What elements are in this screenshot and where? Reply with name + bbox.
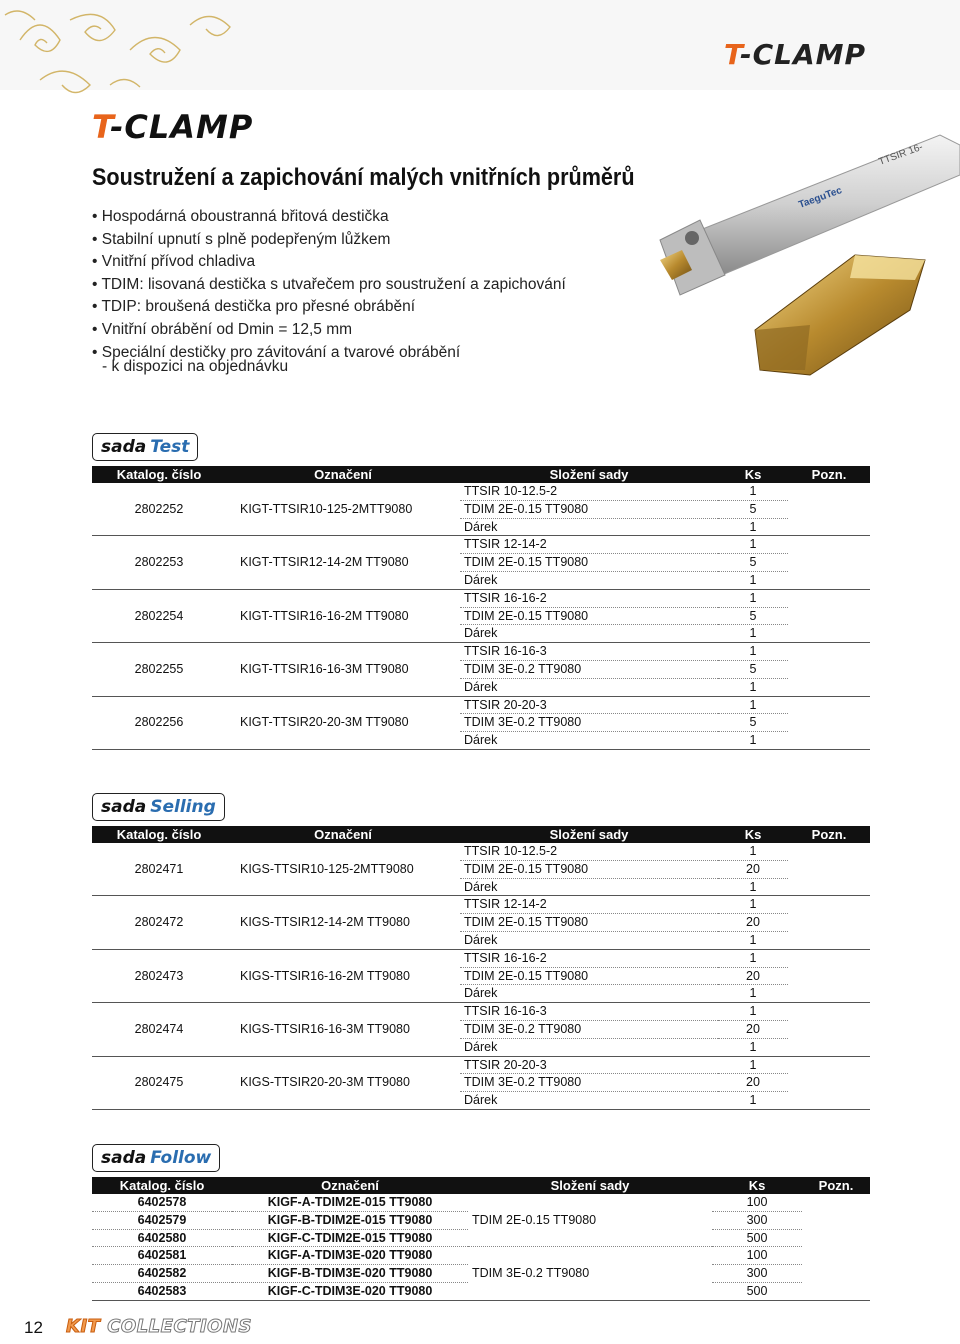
- quantity: 100: [712, 1247, 802, 1265]
- header-composition: Složení sady: [460, 826, 718, 843]
- catalog-number: 2802255: [92, 643, 226, 696]
- header-code: Katalog. číslo: [92, 1177, 232, 1194]
- quantity: 1: [718, 878, 788, 896]
- composition-item: TDIM 2E-0.15 TT9080: [460, 554, 718, 572]
- composition-item: TTSIR 20-20-3: [460, 1056, 718, 1074]
- composition-item: TTSIR 16-16-2: [460, 589, 718, 607]
- designation: KIGF-A-TDIM3E-020 TT9080: [232, 1247, 468, 1265]
- set-label-test: sada Test: [92, 433, 198, 461]
- quantity: 1: [718, 732, 788, 750]
- table-row: [92, 483, 870, 500]
- composition-item: TDIM 2E-0.15 TT9080: [460, 607, 718, 625]
- metal-chips-decoration: [0, 0, 250, 110]
- quantity: 20: [718, 860, 788, 878]
- note-cell: [788, 896, 870, 949]
- designation: KIGS-TTSIR10-125-2MTT9080: [226, 843, 460, 896]
- header-name: Označení: [232, 1177, 468, 1194]
- note-cell: [788, 949, 870, 1002]
- composition-item: TDIM 2E-0.15 TT9080: [468, 1194, 712, 1247]
- header-note: Pozn.: [802, 1177, 870, 1194]
- quantity: 1: [718, 571, 788, 589]
- table-row: [92, 949, 870, 967]
- header-ks: Ks: [718, 466, 788, 483]
- designation: KIGT-TTSIR16-16-3M TT9080: [226, 643, 460, 696]
- table-row: [92, 896, 870, 914]
- composition-item: Dárek: [460, 571, 718, 589]
- feature-item: • Speciální destičky pro závitování a tvarové obrábění: [92, 342, 566, 365]
- product-logo-text: TaeguTec: [797, 185, 844, 211]
- set-table-follow: [92, 1177, 870, 1301]
- feature-item: • Stabilní upnutí s plně podepřeným lůžkem: [92, 229, 566, 252]
- feature-list: [92, 206, 566, 364]
- designation: KIGF-A-TDIM2E-015 TT9080: [232, 1194, 468, 1211]
- catalog-number: 6402582: [92, 1265, 232, 1283]
- catalog-number: 6402578: [92, 1194, 232, 1211]
- catalog-number: 2802471: [92, 843, 226, 896]
- set-label-selling: sada Selling: [92, 793, 225, 821]
- product-marking-text: TTSIR 16-: [877, 141, 925, 168]
- designation: KIGS-TTSIR12-14-2M TT9080: [226, 896, 460, 949]
- designation: KIGT-TTSIR20-20-3M TT9080: [226, 696, 460, 749]
- designation: KIGT-TTSIR10-125-2MTT9080: [226, 483, 460, 536]
- quantity: 1: [718, 896, 788, 914]
- catalog-number: 6402579: [92, 1211, 232, 1229]
- table-row: [92, 589, 870, 607]
- composition-item: Dárek: [460, 878, 718, 896]
- catalog-number: 2802256: [92, 696, 226, 749]
- table-row: [92, 843, 870, 860]
- quantity: 5: [718, 660, 788, 678]
- designation: KIGF-B-TDIM2E-015 TT9080: [232, 1211, 468, 1229]
- note-cell: [802, 1194, 870, 1300]
- note-cell: [788, 483, 870, 536]
- header-brand-logo: T-CLAMP: [724, 38, 867, 71]
- note-cell: [788, 643, 870, 696]
- quantity: 1: [718, 483, 788, 500]
- composition-item: TDIM 2E-0.15 TT9080: [460, 967, 718, 985]
- catalog-number: 6402580: [92, 1229, 232, 1247]
- designation: KIGF-C-TDIM2E-015 TT9080: [232, 1229, 468, 1247]
- table-row: [92, 1194, 870, 1211]
- designation: KIGS-TTSIR16-16-2M TT9080: [226, 949, 460, 1002]
- header-code: Katalog. číslo: [92, 466, 226, 483]
- quantity: 500: [712, 1282, 802, 1300]
- composition-item: Dárek: [460, 1092, 718, 1110]
- table-row: [92, 1056, 870, 1074]
- catalog-number: 2802474: [92, 1003, 226, 1056]
- quantity: 1: [718, 931, 788, 949]
- quantity: 1: [718, 843, 788, 860]
- header-composition: Složení sady: [468, 1177, 712, 1194]
- designation: KIGF-C-TDIM3E-020 TT9080: [232, 1282, 468, 1300]
- note-cell: [788, 536, 870, 589]
- composition-item: TTSIR 16-16-3: [460, 1003, 718, 1021]
- designation: KIGT-TTSIR12-14-2M TT9080: [226, 536, 460, 589]
- quantity: 5: [718, 607, 788, 625]
- catalog-number: 6402581: [92, 1247, 232, 1265]
- table-row: [92, 1247, 870, 1265]
- quantity: 5: [718, 500, 788, 518]
- quantity: 1: [718, 643, 788, 661]
- header-note: Pozn.: [788, 826, 870, 843]
- quantity: 20: [718, 914, 788, 932]
- designation: KIGF-B-TDIM3E-020 TT9080: [232, 1265, 468, 1283]
- composition-item: Dárek: [460, 518, 718, 536]
- catalog-number: 2802472: [92, 896, 226, 949]
- header-code: Katalog. číslo: [92, 826, 226, 843]
- quantity: 500: [712, 1229, 802, 1247]
- composition-item: TTSIR 16-16-3: [460, 643, 718, 661]
- table-row: [92, 1003, 870, 1021]
- composition-item: Dárek: [460, 1038, 718, 1056]
- composition-item: TTSIR 16-16-2: [460, 949, 718, 967]
- composition-item: Dárek: [460, 931, 718, 949]
- table-header-row: [92, 466, 870, 483]
- quantity: 5: [718, 554, 788, 572]
- composition-item: TTSIR 12-14-2: [460, 536, 718, 554]
- note-cell: [788, 696, 870, 749]
- catalog-number: 2802253: [92, 536, 226, 589]
- header-note: Pozn.: [788, 466, 870, 483]
- quantity: 1: [718, 1092, 788, 1110]
- note-cell: [788, 1003, 870, 1056]
- table-header-row: [92, 826, 870, 843]
- composition-item: TTSIR 12-14-2: [460, 896, 718, 914]
- quantity: 20: [718, 967, 788, 985]
- table-header-row: [92, 1177, 870, 1194]
- quantity: 1: [718, 985, 788, 1003]
- quantity: 1: [718, 589, 788, 607]
- quantity: 1: [718, 696, 788, 714]
- note-cell: [788, 1056, 870, 1109]
- feature-item: • TDIM: lisovaná destička s utvařečem pro soustružení a zapichování: [92, 274, 566, 297]
- composition-item: Dárek: [460, 625, 718, 643]
- feature-item: • Hospodárná oboustranná břitová destička: [92, 206, 566, 229]
- composition-item: TDIM 3E-0.2 TT9080: [468, 1247, 712, 1300]
- quantity: 20: [718, 1020, 788, 1038]
- composition-item: TDIM 3E-0.2 TT9080: [460, 714, 718, 732]
- composition-item: TTSIR 20-20-3: [460, 696, 718, 714]
- brand-logo: T-CLAMP: [92, 108, 254, 146]
- header-ks: Ks: [712, 1177, 802, 1194]
- composition-item: Dárek: [460, 985, 718, 1003]
- table-row: [92, 536, 870, 554]
- quantity: 20: [718, 1074, 788, 1092]
- quantity: 1: [718, 536, 788, 554]
- quantity: 1: [718, 1056, 788, 1074]
- page-title: Soustružení a zapichování malých vnitřních průměrů: [92, 164, 635, 191]
- table-row: [92, 696, 870, 714]
- page-number: 12: [24, 1318, 43, 1337]
- catalog-number: 6402583: [92, 1282, 232, 1300]
- composition-item: TTSIR 10-12.5-2: [460, 483, 718, 500]
- quantity: 1: [718, 625, 788, 643]
- composition-item: Dárek: [460, 678, 718, 696]
- quantity: 1: [718, 1003, 788, 1021]
- quantity: 1: [718, 949, 788, 967]
- composition-item: TDIM 2E-0.15 TT9080: [460, 914, 718, 932]
- catalog-number: 2802475: [92, 1056, 226, 1109]
- quantity: 5: [718, 714, 788, 732]
- header-name: Označení: [226, 826, 460, 843]
- designation: KIGS-TTSIR16-16-3M TT9080: [226, 1003, 460, 1056]
- catalog-number: 2802254: [92, 589, 226, 642]
- composition-item: Dárek: [460, 732, 718, 750]
- quantity: 300: [712, 1211, 802, 1229]
- composition-item: TDIM 3E-0.2 TT9080: [460, 660, 718, 678]
- header-name: Označení: [226, 466, 460, 483]
- catalog-number: 2802252: [92, 483, 226, 536]
- quantity: 1: [718, 518, 788, 536]
- quantity: 1: [718, 1038, 788, 1056]
- footer-brand-logo: KIT COLLECTIONS: [66, 1316, 252, 1337]
- table-row: [92, 643, 870, 661]
- designation: KIGT-TTSIR16-16-2M TT9080: [226, 589, 460, 642]
- set-table-test: [92, 466, 870, 750]
- product-photo: [640, 120, 960, 420]
- note-cell: [788, 589, 870, 642]
- set-label-follow: sada Follow: [92, 1144, 220, 1172]
- quantity: 100: [712, 1194, 802, 1211]
- composition-item: TDIM 2E-0.15 TT9080: [460, 500, 718, 518]
- feature-item: • TDIP: broušená destička pro přesné obrábění: [92, 296, 566, 319]
- catalog-number: 2802473: [92, 949, 226, 1002]
- quantity: 1: [718, 678, 788, 696]
- set-table-selling: [92, 826, 870, 1110]
- feature-item: • Vnitřní obrábění od Dmin = 12,5 mm: [92, 319, 566, 342]
- feature-note: - k dispozici na objednávku: [102, 358, 289, 375]
- designation: KIGS-TTSIR20-20-3M TT9080: [226, 1056, 460, 1109]
- header-ks: Ks: [718, 826, 788, 843]
- quantity: 300: [712, 1265, 802, 1283]
- note-cell: [788, 843, 870, 896]
- composition-item: TDIM 3E-0.2 TT9080: [460, 1074, 718, 1092]
- composition-item: TDIM 2E-0.15 TT9080: [460, 860, 718, 878]
- composition-item: TTSIR 10-12.5-2: [460, 843, 718, 860]
- feature-item: • Vnitřní přívod chladiva: [92, 251, 566, 274]
- composition-item: TDIM 3E-0.2 TT9080: [460, 1020, 718, 1038]
- header-composition: Složení sady: [460, 466, 718, 483]
